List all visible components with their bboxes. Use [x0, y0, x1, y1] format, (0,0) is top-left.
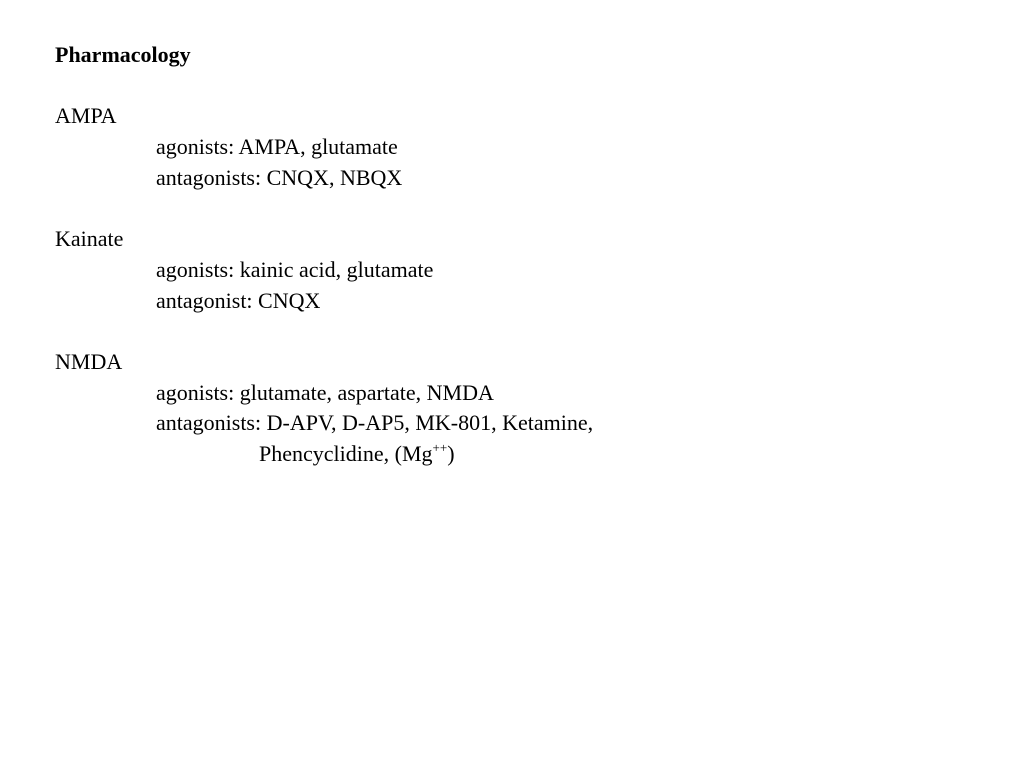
- nmda-antagonists-continuation: [55, 439, 975, 470]
- nmda-antagonists: antagonists: D-APV, D-AP5, MK-801, Ketamine,: [156, 410, 594, 436]
- section-heading-ampa: AMPA: [55, 103, 117, 129]
- magnesium-charge-superscript: ++: [432, 439, 448, 455]
- spacer: [55, 316, 975, 347]
- kainate-agonists: agonists: kainic acid, glutamate: [156, 256, 434, 282]
- nmda-agonists: agonists: glutamate, aspartate, NMDA: [156, 379, 494, 405]
- spacer: [55, 71, 975, 102]
- ampa-antagonists: antagonists: CNQX, NBQX: [156, 164, 403, 190]
- section-heading-nmda: NMDA: [55, 348, 123, 374]
- ampa-agonists: agonists: AMPA, glutamate: [156, 134, 398, 160]
- slide-content: [55, 40, 975, 470]
- page-title: Pharmacology: [55, 42, 191, 67]
- kainate-antagonist: antagonist: CNQX: [156, 287, 321, 313]
- continuation-text: Phencyclidine, (Mg: [259, 440, 433, 466]
- spacer: [55, 193, 975, 224]
- continuation-closing: ): [447, 440, 455, 466]
- section-heading-kainate: Kainate: [55, 226, 124, 252]
